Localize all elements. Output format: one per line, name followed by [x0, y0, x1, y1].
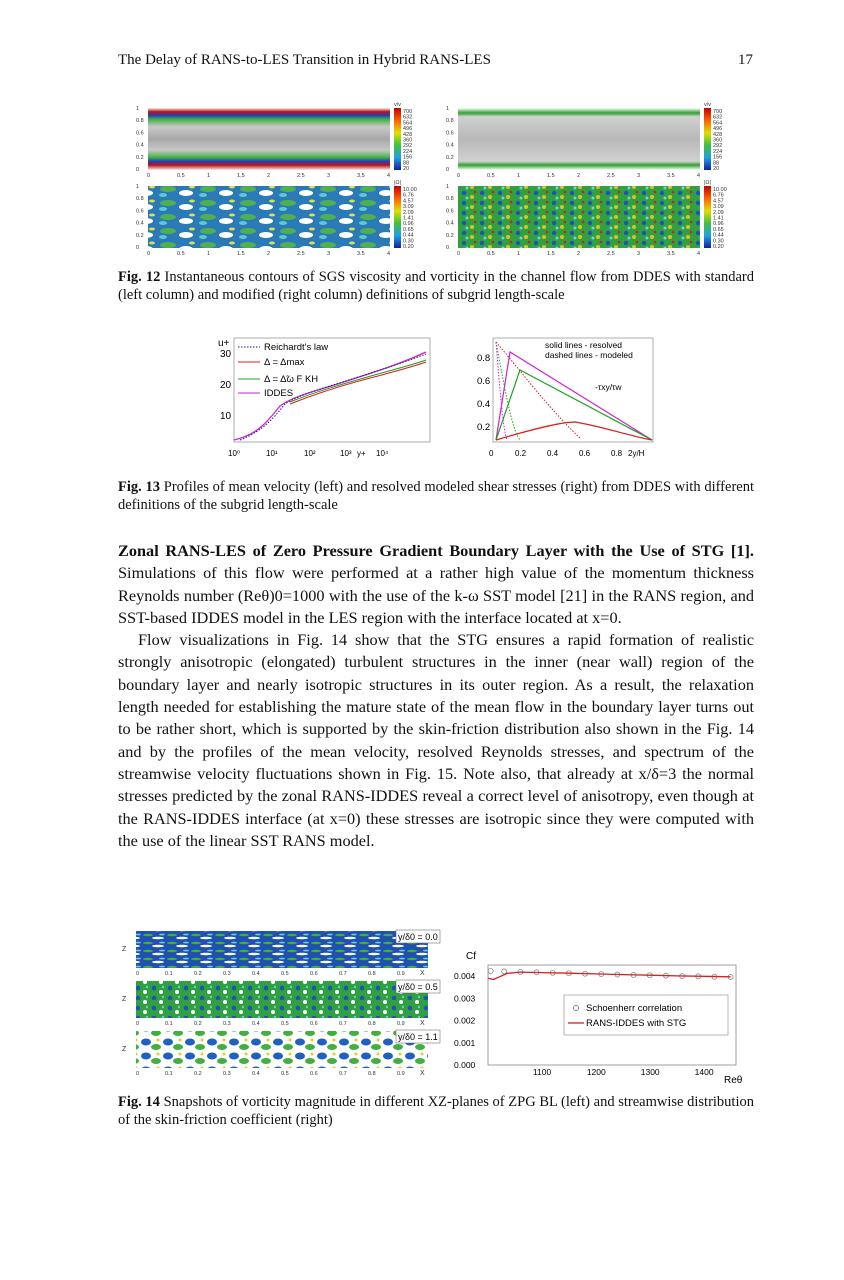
fig13-right-ytick-06: 0.6	[477, 376, 491, 387]
fig12-xtick: 3.5	[357, 173, 365, 179]
panel-label-2: y/δ0 = 1.1	[398, 1032, 438, 1042]
fig12-colorbar-tick: 496	[403, 126, 413, 133]
fig12-ytick: 0	[136, 245, 140, 251]
sgs-contour-modified	[458, 108, 700, 170]
fig14-xtick: 0.1	[165, 1021, 173, 1027]
fig12-ytick: 0.6	[136, 130, 144, 137]
fig12-colorbar-tick: 700	[713, 109, 723, 115]
fig12-xtick: 3.5	[667, 251, 675, 257]
fig12-colorbar-tick: 20	[713, 166, 720, 172]
fig12-ytick: 1	[446, 184, 450, 190]
cf-ytick: 0.003	[454, 993, 476, 1004]
fig12-colorbar-tick: 88	[403, 160, 410, 167]
fig12-ytick: 0.8	[446, 118, 454, 125]
fig12-ytick: 0.4	[446, 142, 454, 149]
fig14-xtick: 0.4	[252, 1071, 260, 1077]
vorticity-panel-1	[136, 981, 428, 1018]
fig12-colorbar-title: v/v	[704, 102, 712, 108]
fig12-ytick: 0.4	[136, 220, 144, 227]
fig14-xtick: 0	[136, 971, 140, 977]
fig12-ytick: 0.4	[136, 142, 144, 149]
fig14-xtick: 0.5	[281, 1071, 289, 1077]
fig12-colorbar-tick: 10.00	[403, 187, 417, 193]
fig14-xtick: 0.8	[368, 1071, 376, 1077]
fig13-left-xtick-2: 10²	[304, 449, 316, 458]
fig14-xtick: 0.5	[281, 971, 289, 977]
fig12-colorbar-tick: 428	[403, 131, 413, 138]
fig12-xtick: 1.5	[547, 173, 555, 179]
fig12-ytick: 0.6	[446, 130, 454, 137]
fig13-charts	[200, 330, 660, 470]
fig13-left-xlabel: y+	[357, 449, 366, 458]
fig14-xlabel: X	[420, 1070, 425, 1077]
fig12-colorbar-tick: 6.76	[403, 192, 414, 199]
fig12-colorbar-tick: 0.30	[403, 238, 414, 245]
fig12-colorbar-tick: 0.44	[713, 232, 724, 239]
fig12-xtick: 2	[267, 251, 271, 257]
fig13-right-xtick-4: 0.8	[611, 449, 623, 458]
fig12-ytick: 0.6	[136, 208, 144, 215]
fig12-colorbar-tick: 4.57	[713, 198, 724, 205]
fig13-caption-label: Fig. 13	[118, 479, 161, 495]
fig12-xtick: 2	[577, 173, 581, 179]
fig13-right-legend-2: dashed lines - modeled	[545, 350, 633, 360]
fig12-ytick: 0.8	[446, 196, 454, 203]
fig12-caption	[118, 268, 754, 304]
fig12-xtick: 0	[457, 251, 461, 257]
fig14-xtick: 0.7	[339, 1021, 347, 1027]
fig14-xtick: 0.1	[165, 971, 173, 977]
fig13-right-xtick-0: 0	[489, 449, 494, 458]
legend-reichardt: Reichardt's law	[264, 342, 329, 353]
fig12-colorbar-tick: 632	[403, 114, 413, 121]
fig12-xtick: 0	[147, 251, 151, 257]
fig12-colorbar-tick: 1.41	[403, 215, 414, 222]
fig12-colorbar-tick: 0.44	[403, 232, 414, 239]
vorticity-panel-0	[136, 931, 428, 968]
cf-xtick: 1200	[586, 1067, 606, 1077]
fig12-colorbar-tick: 224	[713, 148, 723, 155]
fig14-xtick: 0.9	[397, 1071, 405, 1077]
fig14-panels	[118, 925, 758, 1085]
section-paragraph-1: Simulations of this flow were performed at a rather high value of the momentum thickness Reynolds number (Reθ)0=1000 with the use of the k-ω SST model [21] in the RANS region, and SST-based IDDES model in the LES region with the interface located at x=0.	[118, 563, 754, 627]
fig12-xtick: 1.5	[547, 251, 555, 257]
fig12-ytick: 0.8	[136, 118, 144, 125]
fig12-colorbar-tick: 156	[713, 154, 723, 161]
fig12-xtick: 3	[637, 251, 641, 257]
fig12-xtick: 0	[147, 173, 151, 179]
fig13-caption-text: Profiles of mean velocity (left) and resolved modeled shear stresses (right) from DDES with different definitions of the subgrid length-scale	[118, 479, 754, 513]
fig12-colorbar-tick: 0.20	[713, 244, 724, 250]
fig12-ytick: 0.2	[446, 232, 454, 239]
fig12-colorbar-tick: 496	[713, 126, 723, 133]
fig12-xtick: 2.5	[297, 173, 305, 179]
fig12-colorbar-tick: 292	[713, 143, 723, 150]
cf-xtick: 1300	[640, 1067, 660, 1077]
panel-label-0: y/δ0 = 0.0	[398, 932, 438, 942]
fig12-colorbar-tick: 360	[403, 137, 413, 144]
legend-fkh: Δ = Δ̃ω F KH	[264, 374, 319, 385]
fig12-xtick: 2.5	[607, 173, 615, 179]
fig14-xtick: 0.4	[252, 971, 260, 977]
fig12-ytick: 0.2	[446, 154, 454, 161]
fig12-xtick: 4	[387, 251, 391, 257]
fig14-xtick: 0.2	[194, 971, 202, 977]
fig14-xtick: 0.4	[252, 1021, 260, 1027]
fig14-zlabel: Z	[122, 996, 127, 1003]
fig12-xtick: 3	[637, 173, 641, 179]
cf-ylabel: Cf	[466, 951, 476, 962]
cf-ytick: 0.002	[454, 1015, 476, 1026]
section-body	[118, 540, 754, 852]
fig13-left-xtick-1: 10¹	[266, 449, 278, 458]
fig12-xtick: 3	[327, 251, 331, 257]
legend-schoenherr: Schoenherr correlation	[586, 1003, 683, 1014]
legend-stg: RANS-IDDES with STG	[586, 1018, 687, 1029]
fig12-xtick: 3	[327, 173, 331, 179]
fig13-left-ylabel: u+	[218, 338, 230, 349]
fig12-xtick: 1	[207, 173, 211, 179]
fig12-colorbar-title: v/v	[394, 102, 402, 108]
fig14-xtick: 0.2	[194, 1021, 202, 1027]
fig12-caption-label: Fig. 12	[118, 269, 161, 285]
legend-dmax: Δ = Δmax	[264, 357, 305, 368]
fig14-xtick: 0.5	[281, 1021, 289, 1027]
fig14-xtick: 0.6	[310, 971, 318, 977]
page-number: 17	[738, 52, 753, 68]
panel-label-1: y/δ0 = 0.5	[398, 982, 438, 992]
fig14-xtick: 0.9	[397, 971, 405, 977]
fig12-xtick: 2	[577, 251, 581, 257]
fig12-xtick: 1	[517, 251, 521, 257]
fig12-colorbar-tick: 0.65	[403, 226, 414, 233]
fig12-xtick: 1.5	[237, 251, 245, 257]
fig12-colorbar-tick: 2.09	[713, 209, 724, 216]
fig12-colorbar-tick: 1.41	[713, 215, 724, 222]
fig12-colorbar-tick: 88	[713, 160, 720, 167]
fig12-ytick: 0	[136, 167, 140, 173]
fig14-caption-text: Snapshots of vorticity magnitude in different XZ-planes of ZPG BL (left) and streamwise distribution of the skin-friction coefficient (right)	[118, 1094, 754, 1128]
fig12-xtick: 0.5	[487, 251, 495, 257]
fig12-xtick: 3.5	[667, 173, 675, 179]
fig12-colorbar-tick: 0.20	[403, 244, 414, 250]
vorticity-contour-modified	[458, 186, 700, 248]
fig13-right-xtick-2: 0.4	[547, 449, 559, 458]
cf-xtick: 1400	[694, 1067, 714, 1077]
fig14-caption	[118, 1093, 754, 1129]
fig13-left-xtick-0: 10⁰	[228, 449, 241, 458]
fig12-xtick: 4	[697, 173, 701, 179]
fig13-left-ytick-30: 30	[220, 349, 232, 360]
fig12-xtick: 2.5	[607, 251, 615, 257]
fig14-xtick: 0.3	[223, 1021, 231, 1027]
fig12-colorbar-title: |Ω|	[394, 180, 401, 186]
fig12-colorbar-tick: 564	[713, 120, 723, 127]
fig12-ytick: 1	[136, 106, 140, 112]
fig12-colorbar-tick: 0.65	[713, 226, 724, 233]
fig14-zlabel: Z	[122, 946, 127, 953]
fig12-colorbar-tick: 428	[713, 131, 723, 138]
fig12-colorbar-tick: 632	[713, 114, 723, 121]
section-heading: Zonal RANS-LES of Zero Pressure Gradient Boundary Layer with the Use of STG [1].	[118, 541, 754, 560]
fig13-right-ytick-02: 0.2	[477, 422, 491, 433]
fig13-right-annotation: -τxy/τw	[595, 382, 622, 392]
fig14-xtick: 0.6	[310, 1071, 318, 1077]
fig12-colorbar-tick: 224	[403, 148, 413, 155]
section-paragraph-2: Flow visualizations in Fig. 14 show that the STG ensures a rapid formation of realistic strongly anisotropic (elongated) turbulent structures in the inner (near wall) region of the boundary layer and nearly isotropic structures in its outer region. As a result, the relaxation length needed for establishing the mature state of the mean flow in the boundary layer turns out to be rather short, which is supported by the skin-friction distribution also shown in the Fig. 14 and by the profiles of the mean velocity, resolved Reynolds stresses, and spectrum of the streamwise velocity fluctuations shown in Fig. 15. Note also, that already at x/δ=3 the normal stresses predicted by the zonal RANS-IDDES reveal a correct level of anisotropy, even though at the RANS-IDDES interface (at x=0) these stresses are isotropic since they were computed with the use of the linear SST RANS model.	[118, 630, 754, 850]
fig12-colorbar-tick: 6.76	[713, 192, 724, 199]
fig14-xtick: 0.1	[165, 1071, 173, 1077]
cf-xlabel: Reθ	[724, 1075, 743, 1085]
fig12-ytick: 0	[446, 167, 450, 173]
fig14-zlabel: Z	[122, 1046, 127, 1053]
fig14-xtick: 0.9	[397, 1021, 405, 1027]
fig14-xtick: 0.3	[223, 1071, 231, 1077]
fig12-ytick: 0.2	[136, 154, 144, 161]
fig12-xtick: 2	[267, 173, 271, 179]
fig12-ytick: 0.6	[446, 208, 454, 215]
running-title: The Delay of RANS-to-LES Transition in Hybrid RANS-LES	[118, 52, 491, 68]
fig13-right-xtick-3: 0.6	[579, 449, 591, 458]
fig12-panels	[118, 100, 758, 260]
fig13-right-xtick-1: 0.2	[515, 449, 527, 458]
fig13-right-ytick-04: 0.4	[477, 399, 491, 410]
fig12-colorbar-tick: 3.09	[403, 204, 414, 211]
fig12-ytick: 1	[136, 184, 140, 190]
fig12-ytick: 1	[446, 106, 450, 112]
vorticity-contour-standard	[148, 186, 390, 248]
fig12-colorbar-tick: 20	[403, 166, 410, 172]
fig14-xtick: 0.8	[368, 1021, 376, 1027]
cf-xtick: 1100	[532, 1067, 552, 1077]
fig13-left-ytick-20: 20	[220, 380, 232, 391]
fig14-xtick: 0.8	[368, 971, 376, 977]
fig14-xtick: 0	[136, 1021, 140, 1027]
fig12-colorbar-tick: 2.09	[403, 209, 414, 216]
fig12-xtick: 1	[517, 173, 521, 179]
fig12-colorbar-tick: 0.96	[403, 221, 414, 228]
fig12-ytick: 0.8	[136, 196, 144, 203]
fig14-xlabel: X	[420, 1020, 425, 1027]
fig12-xtick: 1	[207, 251, 211, 257]
fig12-caption-text: Instantaneous contours of SGS viscosity and vorticity in the channel flow from DDES with standard (left column) and modified (right column) definitions of subgrid length-scale	[118, 269, 754, 303]
fig12-ytick: 0.4	[446, 220, 454, 227]
fig12-colorbar-tick: 360	[713, 137, 723, 144]
fig12-colorbar-tick: 292	[403, 143, 413, 150]
fig14-caption-label: Fig. 14	[118, 1094, 160, 1110]
fig14-xlabel: X	[420, 970, 425, 977]
fig13-right-xlabel: 2y/H	[628, 449, 645, 458]
fig12-colorbar-tick: 700	[403, 109, 413, 115]
fig12-colorbar-tick: 10.00	[713, 187, 727, 193]
fig14-xtick: 0.3	[223, 971, 231, 977]
fig12-colorbar-tick: 564	[403, 120, 413, 127]
fig12-xtick: 0	[457, 173, 461, 179]
fig13-right-ytick-08: 0.8	[477, 353, 491, 364]
legend-iddes: IDDES	[264, 388, 294, 399]
fig12-ytick: 0.2	[136, 232, 144, 239]
cf-ytick: 0.001	[454, 1037, 476, 1048]
fig13-right-legend-1: solid lines - resolved	[545, 340, 623, 350]
fig12-colorbar-tick: 0.30	[713, 238, 724, 245]
fig14-xtick: 0	[136, 1071, 140, 1077]
cf-ytick: 0.004	[454, 971, 476, 982]
fig12-xtick: 0.5	[177, 251, 185, 257]
fig12-colorbar-tick: 4.57	[403, 198, 414, 205]
fig12-xtick: 3.5	[357, 251, 365, 257]
sgs-contour-standard	[148, 108, 390, 170]
fig12-colorbar-title: |Ω|	[704, 180, 711, 186]
fig13-left-ytick-10: 10	[220, 411, 232, 422]
fig12-xtick: 2.5	[297, 251, 305, 257]
fig12-xtick: 1.5	[237, 173, 245, 179]
fig14-xtick: 0.7	[339, 1071, 347, 1077]
fig14-xtick: 0.6	[310, 1021, 318, 1027]
fig13-left-xtick-3: 10³	[340, 449, 352, 458]
fig13-left-xtick-4: 10⁴	[376, 449, 389, 458]
fig12-xtick: 0.5	[177, 173, 185, 179]
fig14-xtick: 0.7	[339, 971, 347, 977]
fig12-xtick: 0.5	[487, 173, 495, 179]
fig12-xtick: 4	[387, 173, 391, 179]
cf-legend	[564, 995, 728, 1035]
vorticity-panel-2	[136, 1031, 428, 1068]
fig14-xtick: 0.2	[194, 1071, 202, 1077]
fig12-ytick: 0	[446, 245, 450, 251]
fig13-caption	[118, 478, 754, 514]
fig12-xtick: 4	[697, 251, 701, 257]
fig12-colorbar-tick: 156	[403, 154, 413, 161]
cf-ytick: 0.000	[454, 1060, 476, 1070]
fig12-colorbar-tick: 0.96	[713, 221, 724, 228]
fig12-colorbar-tick: 3.09	[713, 204, 724, 211]
